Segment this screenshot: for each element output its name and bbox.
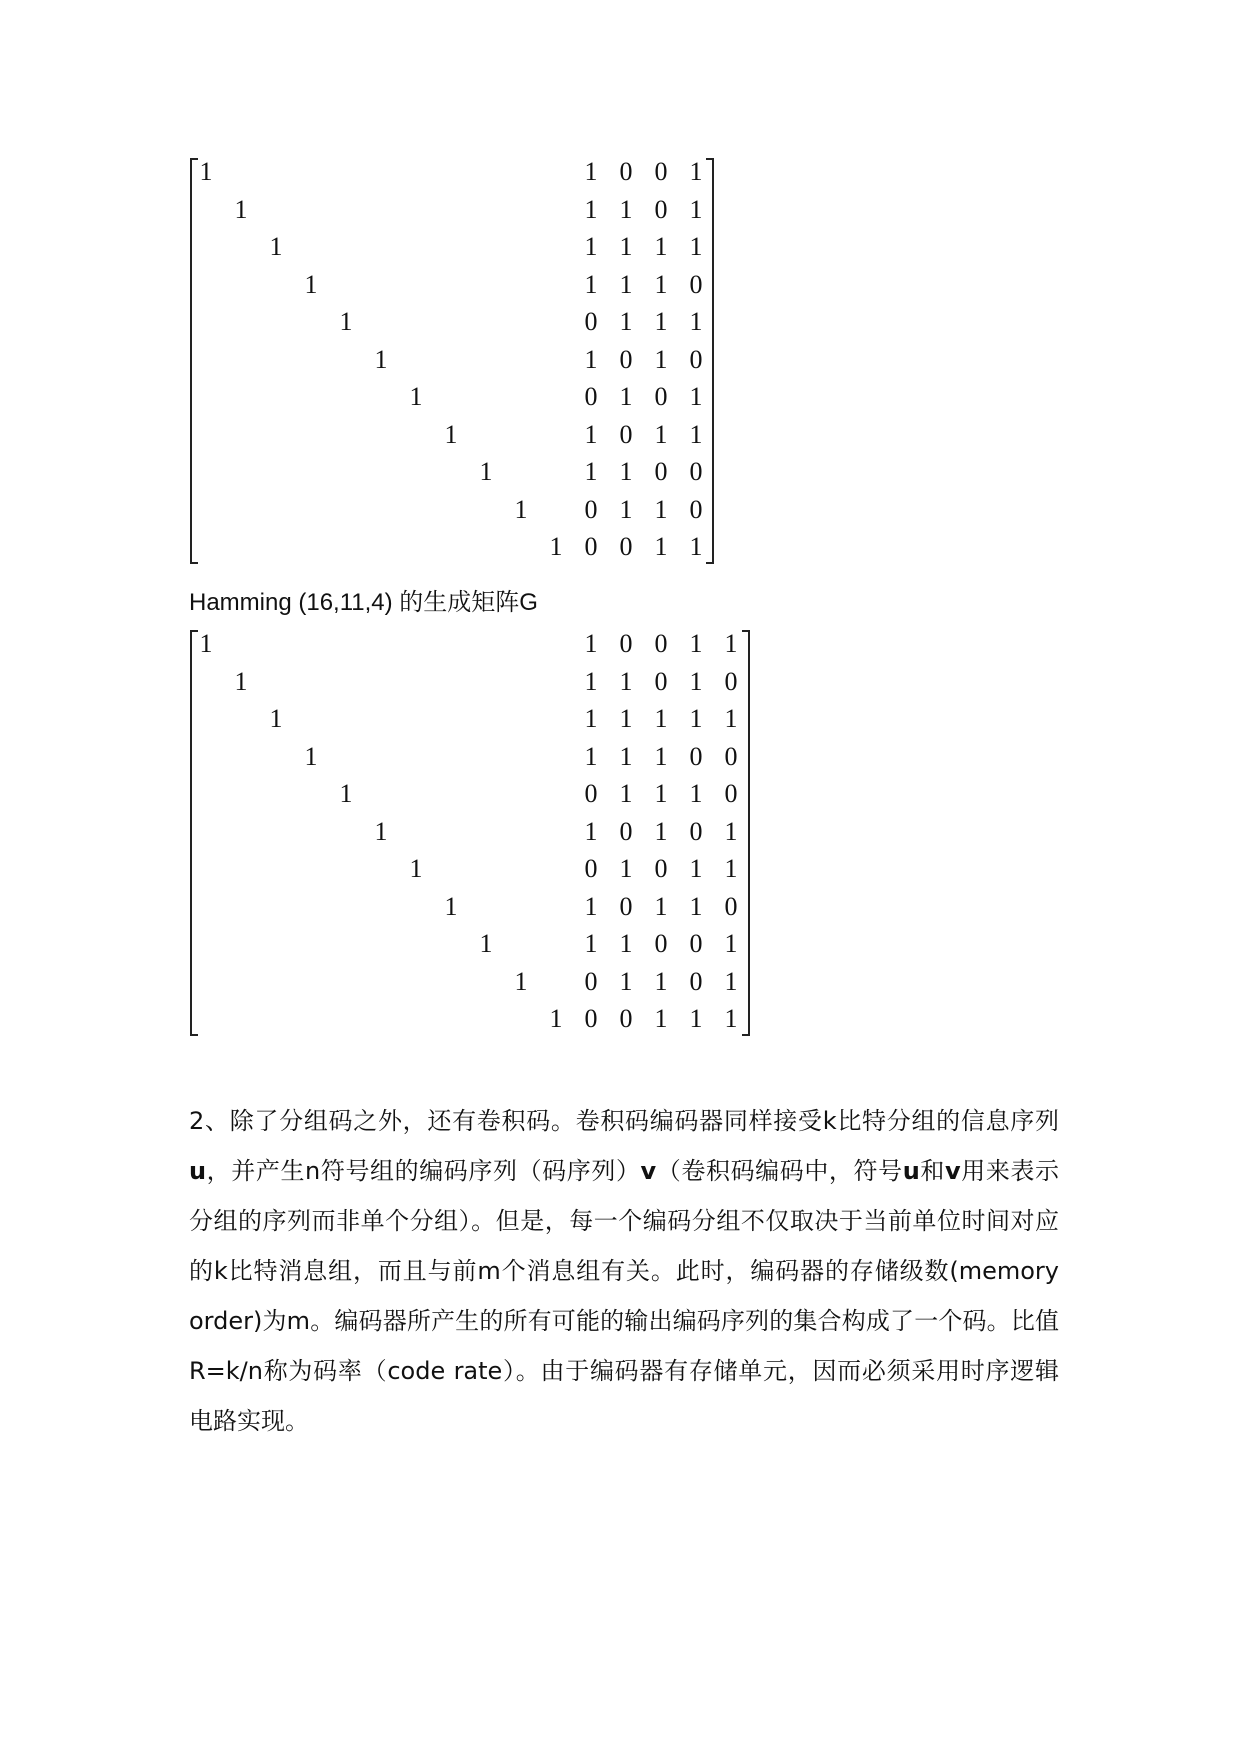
matrix-cell: 1 (584, 816, 598, 846)
matrix-cell: 1 (619, 232, 633, 261)
matrix-cell: 1 (269, 704, 283, 733)
matrix-caption: Hamming (16,11,4) 的生成矩阵G (189, 589, 538, 616)
matrix-cell: 1 (584, 232, 598, 261)
matrix-cell: 1 (409, 854, 423, 883)
paragraph-text: ，并产生n符号组的编码序列（码序列） (206, 1157, 641, 1185)
matrix-cell: 0 (654, 929, 668, 958)
matrix-cell: 1 (654, 494, 668, 524)
matrix-cell: 1 (654, 307, 668, 336)
symbol-v: v (640, 1157, 657, 1185)
matrix-cell: 1 (549, 532, 563, 561)
matrix-cell: 1 (689, 779, 703, 808)
matrix-cell: 1 (619, 666, 633, 696)
matrix-cell: 1 (724, 704, 738, 733)
matrix-cell: 0 (689, 494, 703, 524)
matrix-cell: 0 (689, 929, 703, 958)
matrix-cell: 0 (689, 741, 703, 771)
matrix-cell: 0 (619, 344, 633, 374)
matrix-cell: 1 (689, 629, 703, 658)
matrix-cell: 0 (689, 966, 703, 996)
matrix-cell: 1 (584, 344, 598, 374)
matrix-cell: 1 (584, 929, 598, 958)
matrix-cell: 0 (654, 854, 668, 883)
matrix-cell: 1 (724, 854, 738, 883)
matrix-cell: 1 (374, 344, 388, 374)
matrix-cell: 1 (724, 966, 738, 996)
matrix-cell: 1 (584, 741, 598, 771)
matrix-cell: 1 (584, 891, 598, 921)
symbol-v: v (945, 1157, 961, 1185)
matrix-cell: 0 (654, 457, 668, 486)
matrix-cell: 0 (724, 779, 738, 808)
matrix-cell: 1 (619, 966, 633, 996)
paragraph-text: （卷积码编码中，符号 (656, 1157, 903, 1185)
matrix-cell: 0 (689, 816, 703, 846)
matrix-cell: 1 (619, 307, 633, 336)
matrix-cell: 1 (584, 704, 598, 733)
matrix-cell: 1 (339, 307, 353, 336)
matrix-cell: 1 (689, 891, 703, 921)
matrix-cell: 1 (234, 194, 248, 224)
matrix-cell: 1 (654, 704, 668, 733)
matrix-2-left-bracket (190, 630, 198, 1036)
matrix-cell: 1 (584, 419, 598, 449)
matrix-cell: 0 (584, 532, 598, 561)
matrix-cell: 1 (514, 966, 528, 996)
matrix-cell: 1 (689, 419, 703, 449)
matrix-cell: 1 (654, 344, 668, 374)
matrix-cell: 1 (654, 232, 668, 261)
matrix-cell: 0 (689, 269, 703, 299)
matrix-cell: 1 (654, 419, 668, 449)
matrix-cell: 1 (689, 382, 703, 411)
matrix-cell: 0 (619, 419, 633, 449)
matrix-cell: 1 (619, 269, 633, 299)
matrix-cell: 1 (654, 741, 668, 771)
matrix-cell: 1 (409, 382, 423, 411)
matrix-cell: 0 (584, 494, 598, 524)
matrix-cell: 1 (689, 232, 703, 261)
matrix-cell: 1 (199, 629, 213, 658)
matrix-cell: 1 (689, 307, 703, 336)
matrix-cell: 0 (654, 194, 668, 224)
matrix-cell: 1 (689, 1004, 703, 1033)
matrix-cell: 1 (479, 929, 493, 958)
matrix-cell: 1 (724, 816, 738, 846)
matrix-cell: 1 (654, 532, 668, 561)
body-paragraph (189, 1096, 1059, 1446)
matrix-cell: 1 (654, 891, 668, 921)
matrix-cell: 0 (724, 741, 738, 771)
matrix-cell: 0 (619, 157, 633, 186)
matrix-cell: 1 (654, 1004, 668, 1033)
matrix-cell: 1 (619, 194, 633, 224)
matrix-cell: 1 (479, 457, 493, 486)
matrix-cell: 1 (689, 666, 703, 696)
matrix-cell: 1 (549, 1004, 563, 1033)
symbol-u: u (902, 1157, 920, 1185)
matrix-cell: 1 (234, 666, 248, 696)
matrix-cell: 1 (339, 779, 353, 808)
matrix-cell: 1 (444, 419, 458, 449)
matrix-cell: 1 (374, 816, 388, 846)
matrix-cell: 1 (619, 704, 633, 733)
matrix-cell: 0 (724, 666, 738, 696)
matrix-cell: 1 (689, 704, 703, 733)
matrix-cell: 1 (584, 269, 598, 299)
matrix-cell: 1 (514, 494, 528, 524)
matrix-cell: 1 (689, 854, 703, 883)
paragraph-text: 2、除了分组码之外，还有卷积码。卷积码编码器同样接受k比特分组的信息序列 (189, 1107, 1059, 1135)
matrix-cell: 1 (689, 194, 703, 224)
matrix-cell: 1 (584, 157, 598, 186)
matrix-cell: 1 (654, 816, 668, 846)
matrix-cell: 1 (689, 532, 703, 561)
matrix-cell: 0 (654, 157, 668, 186)
paragraph-text: 和 (919, 1157, 945, 1185)
matrix-cell: 0 (654, 666, 668, 696)
matrix-cell: 1 (584, 666, 598, 696)
matrix-cell: 0 (654, 629, 668, 658)
matrix-2-right-bracket (742, 630, 750, 1036)
matrix-cell: 0 (584, 854, 598, 883)
matrix-cell: 0 (584, 1004, 598, 1033)
matrix-cell: 1 (584, 194, 598, 224)
matrix-cell: 1 (619, 382, 633, 411)
matrix-cell: 1 (724, 929, 738, 958)
matrix-cell: 0 (584, 382, 598, 411)
matrix-cell: 1 (444, 891, 458, 921)
matrix-cell: 1 (724, 629, 738, 658)
matrix-cell: 0 (584, 966, 598, 996)
matrix-cell: 1 (304, 741, 318, 771)
matrix-cell: 0 (619, 629, 633, 658)
matrix-cell: 1 (584, 629, 598, 658)
matrix-cell: 1 (619, 494, 633, 524)
matrix-cell: 1 (724, 1004, 738, 1033)
matrix-cell: 1 (619, 929, 633, 958)
matrix-1-left-bracket (190, 158, 198, 564)
matrix-cell: 1 (619, 779, 633, 808)
matrix-cell: 0 (724, 891, 738, 921)
matrix-cell: 1 (654, 966, 668, 996)
matrix-cell: 1 (199, 157, 213, 186)
matrix-cell: 0 (619, 816, 633, 846)
matrix-cell: 0 (654, 382, 668, 411)
matrix-cell: 0 (689, 457, 703, 486)
matrix-cell: 0 (619, 1004, 633, 1033)
matrix-cell: 1 (304, 269, 318, 299)
matrix-cell: 0 (689, 344, 703, 374)
matrix-cell: 1 (619, 854, 633, 883)
matrix-cell: 1 (619, 741, 633, 771)
matrix-cell: 1 (269, 232, 283, 261)
matrix-cell: 1 (654, 779, 668, 808)
paragraph-text: 用来表示分组的序列而非单个分组）。但是，每一个编码分组不仅取决于当前单位时间对应的k比特消息组，而且与前m个消息组有关。此时，编码器的存储级数(memory order)为m。编码器所产生的所有可能的输出编码序列的集合构成了一个码。比值R=k/n称为码率（code rate）。由于编码器有存储单元，因而必须采用时序逻辑电路实现。 (189, 1157, 1060, 1435)
matrix-cell: 0 (619, 891, 633, 921)
matrix-cell: 0 (584, 307, 598, 336)
matrix-cell: 0 (619, 532, 633, 561)
matrix-cell: 1 (619, 457, 633, 486)
matrix-cell: 0 (584, 779, 598, 808)
symbol-u: u (189, 1157, 207, 1185)
matrix-cell: 1 (654, 269, 668, 299)
matrix-cell: 1 (689, 157, 703, 186)
matrix-cell: 1 (584, 457, 598, 486)
